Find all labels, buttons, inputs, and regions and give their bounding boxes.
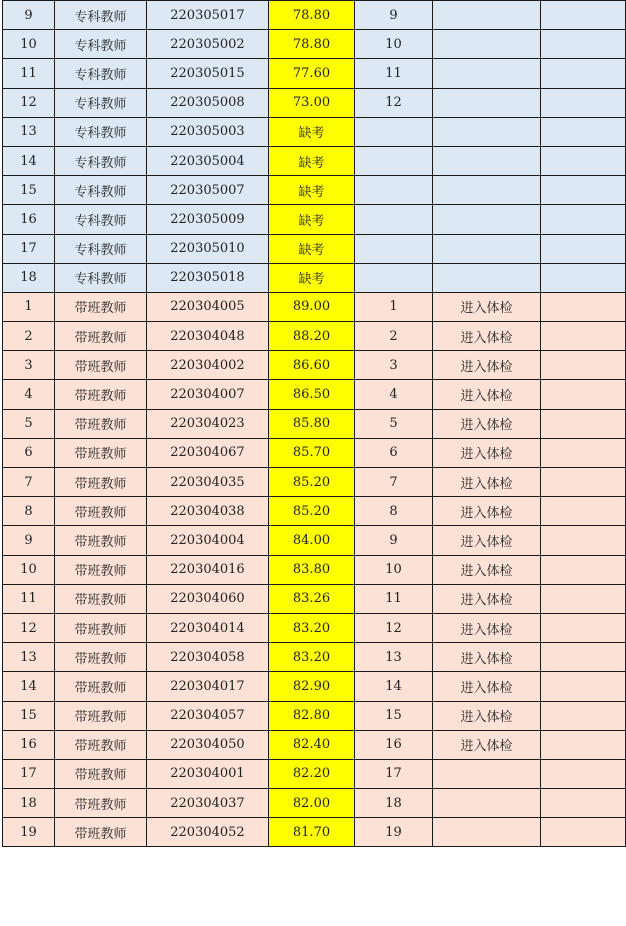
cell-blank (541, 205, 626, 234)
table-row (3, 117, 626, 146)
table-row (3, 30, 626, 59)
table-row (3, 88, 626, 117)
cell-exam-id: 220304052 (147, 818, 269, 847)
cell-exam-id: 220305017 (147, 1, 269, 30)
cell-serial-number: 2 (3, 322, 55, 351)
table-row (3, 584, 626, 613)
cell-remark: 进入体检 (433, 701, 541, 730)
cell-blank (541, 730, 626, 759)
cell-score: 84.00 (269, 526, 355, 555)
cell-remark: 进入体检 (433, 468, 541, 497)
cell-serial-number: 18 (3, 263, 55, 292)
table-row (3, 701, 626, 730)
cell-blank (541, 88, 626, 117)
cell-remark (433, 789, 541, 818)
cell-serial-number: 14 (3, 146, 55, 175)
cell-position: 专科教师 (55, 176, 147, 205)
cell-position: 带班教师 (55, 497, 147, 526)
cell-serial-number: 9 (3, 1, 55, 30)
cell-remark: 进入体检 (433, 351, 541, 380)
cell-blank (541, 59, 626, 88)
table-row (3, 1, 626, 30)
cell-blank (541, 497, 626, 526)
cell-remark (433, 759, 541, 788)
cell-serial-number: 9 (3, 526, 55, 555)
cell-blank (541, 292, 626, 321)
cell-remark (433, 263, 541, 292)
cell-score: 78.80 (269, 1, 355, 30)
table-row (3, 555, 626, 584)
cell-remark: 进入体检 (433, 497, 541, 526)
table-row (3, 234, 626, 263)
cell-rank: 6 (355, 438, 433, 467)
cell-exam-id: 220305008 (147, 88, 269, 117)
cell-exam-id: 220304060 (147, 584, 269, 613)
cell-position: 带班教师 (55, 351, 147, 380)
cell-blank (541, 146, 626, 175)
cell-remark (433, 818, 541, 847)
cell-remark: 进入体检 (433, 322, 541, 351)
cell-score: 82.00 (269, 789, 355, 818)
cell-blank (541, 468, 626, 497)
cell-exam-id: 220304001 (147, 759, 269, 788)
cell-exam-id: 220304023 (147, 409, 269, 438)
cell-rank: 9 (355, 526, 433, 555)
cell-serial-number: 15 (3, 701, 55, 730)
table-row (3, 292, 626, 321)
cell-blank (541, 526, 626, 555)
cell-serial-number: 19 (3, 818, 55, 847)
cell-serial-number: 17 (3, 234, 55, 263)
cell-remark (433, 59, 541, 88)
cell-rank: 18 (355, 789, 433, 818)
table-row (3, 643, 626, 672)
cell-rank (355, 205, 433, 234)
cell-rank: 10 (355, 30, 433, 59)
cell-blank (541, 380, 626, 409)
table-row (3, 146, 626, 175)
table-row (3, 59, 626, 88)
cell-position: 带班教师 (55, 701, 147, 730)
cell-exam-id: 220304050 (147, 730, 269, 759)
cell-exam-id: 220304016 (147, 555, 269, 584)
cell-position: 带班教师 (55, 438, 147, 467)
cell-position: 专科教师 (55, 263, 147, 292)
cell-exam-id: 220305009 (147, 205, 269, 234)
cell-exam-id: 220304004 (147, 526, 269, 555)
cell-rank: 12 (355, 88, 433, 117)
cell-remark: 进入体检 (433, 555, 541, 584)
cell-rank: 2 (355, 322, 433, 351)
cell-position: 带班教师 (55, 643, 147, 672)
cell-serial-number: 8 (3, 497, 55, 526)
cell-score: 缺考 (269, 117, 355, 146)
cell-remark (433, 234, 541, 263)
cell-exam-id: 220304037 (147, 789, 269, 818)
cell-rank: 4 (355, 380, 433, 409)
cell-serial-number: 16 (3, 205, 55, 234)
cell-exam-id: 220304002 (147, 351, 269, 380)
cell-remark: 进入体检 (433, 613, 541, 642)
cell-blank (541, 176, 626, 205)
cell-position: 带班教师 (55, 584, 147, 613)
table-row (3, 789, 626, 818)
cell-remark: 进入体检 (433, 292, 541, 321)
cell-exam-id: 220304067 (147, 438, 269, 467)
cell-serial-number: 13 (3, 117, 55, 146)
cell-position: 专科教师 (55, 30, 147, 59)
cell-serial-number: 11 (3, 584, 55, 613)
cell-position: 专科教师 (55, 234, 147, 263)
cell-exam-id: 220304014 (147, 613, 269, 642)
cell-rank (355, 146, 433, 175)
cell-score: 缺考 (269, 205, 355, 234)
table-row (3, 351, 626, 380)
cell-position: 带班教师 (55, 292, 147, 321)
cell-position: 带班教师 (55, 730, 147, 759)
cell-score: 缺考 (269, 234, 355, 263)
cell-position: 带班教师 (55, 526, 147, 555)
cell-position: 专科教师 (55, 205, 147, 234)
cell-blank (541, 672, 626, 701)
cell-rank: 9 (355, 1, 433, 30)
cell-rank: 17 (355, 759, 433, 788)
cell-score: 85.70 (269, 438, 355, 467)
cell-blank (541, 789, 626, 818)
cell-serial-number: 12 (3, 613, 55, 642)
cell-serial-number: 10 (3, 30, 55, 59)
cell-score: 89.00 (269, 292, 355, 321)
cell-remark (433, 176, 541, 205)
cell-serial-number: 13 (3, 643, 55, 672)
table-row (3, 322, 626, 351)
table-row (3, 672, 626, 701)
cell-score: 78.80 (269, 30, 355, 59)
cell-blank (541, 263, 626, 292)
results-table (2, 0, 626, 847)
cell-blank (541, 234, 626, 263)
cell-score: 缺考 (269, 146, 355, 175)
cell-remark: 进入体检 (433, 438, 541, 467)
cell-blank (541, 409, 626, 438)
cell-rank: 13 (355, 643, 433, 672)
cell-exam-id: 220305004 (147, 146, 269, 175)
cell-rank (355, 176, 433, 205)
cell-rank: 10 (355, 555, 433, 584)
cell-score: 77.60 (269, 59, 355, 88)
cell-remark: 进入体检 (433, 730, 541, 759)
cell-position: 专科教师 (55, 59, 147, 88)
cell-rank: 3 (355, 351, 433, 380)
cell-rank: 12 (355, 613, 433, 642)
cell-blank (541, 322, 626, 351)
cell-score: 83.20 (269, 643, 355, 672)
cell-exam-id: 220304017 (147, 672, 269, 701)
cell-score: 缺考 (269, 176, 355, 205)
cell-score: 88.20 (269, 322, 355, 351)
cell-position: 带班教师 (55, 759, 147, 788)
cell-score: 82.80 (269, 701, 355, 730)
cell-position: 带班教师 (55, 409, 147, 438)
table-row (3, 205, 626, 234)
cell-serial-number: 10 (3, 555, 55, 584)
cell-blank (541, 701, 626, 730)
cell-remark: 进入体检 (433, 380, 541, 409)
cell-position: 带班教师 (55, 555, 147, 584)
cell-position: 带班教师 (55, 468, 147, 497)
cell-score: 缺考 (269, 263, 355, 292)
table-row (3, 613, 626, 642)
cell-score: 82.40 (269, 730, 355, 759)
cell-score: 85.20 (269, 468, 355, 497)
cell-score: 82.90 (269, 672, 355, 701)
cell-blank (541, 613, 626, 642)
cell-serial-number: 6 (3, 438, 55, 467)
cell-remark: 进入体检 (433, 643, 541, 672)
cell-score: 73.00 (269, 88, 355, 117)
cell-remark (433, 205, 541, 234)
table-row (3, 409, 626, 438)
cell-blank (541, 1, 626, 30)
cell-serial-number: 7 (3, 468, 55, 497)
table-row (3, 497, 626, 526)
cell-blank (541, 438, 626, 467)
cell-score: 83.26 (269, 584, 355, 613)
cell-position: 专科教师 (55, 117, 147, 146)
cell-remark (433, 88, 541, 117)
cell-rank (355, 117, 433, 146)
cell-rank: 1 (355, 292, 433, 321)
cell-exam-id: 220305002 (147, 30, 269, 59)
cell-rank: 11 (355, 584, 433, 613)
cell-rank: 7 (355, 468, 433, 497)
cell-position: 带班教师 (55, 818, 147, 847)
table-row (3, 438, 626, 467)
cell-exam-id: 220304035 (147, 468, 269, 497)
cell-position: 专科教师 (55, 146, 147, 175)
table-row (3, 263, 626, 292)
cell-serial-number: 3 (3, 351, 55, 380)
cell-remark: 进入体检 (433, 584, 541, 613)
cell-position: 带班教师 (55, 613, 147, 642)
cell-serial-number: 17 (3, 759, 55, 788)
cell-exam-id: 220304057 (147, 701, 269, 730)
cell-rank: 5 (355, 409, 433, 438)
cell-exam-id: 220305018 (147, 263, 269, 292)
cell-exam-id: 220305015 (147, 59, 269, 88)
cell-exam-id: 220305007 (147, 176, 269, 205)
results-table-body (3, 1, 626, 847)
cell-rank: 8 (355, 497, 433, 526)
cell-blank (541, 584, 626, 613)
table-row (3, 818, 626, 847)
cell-serial-number: 14 (3, 672, 55, 701)
cell-rank (355, 263, 433, 292)
cell-remark (433, 1, 541, 30)
table-row (3, 759, 626, 788)
cell-position: 带班教师 (55, 322, 147, 351)
cell-exam-id: 220304058 (147, 643, 269, 672)
cell-blank (541, 351, 626, 380)
cell-remark: 进入体检 (433, 526, 541, 555)
cell-score: 86.50 (269, 380, 355, 409)
cell-exam-id: 220304007 (147, 380, 269, 409)
cell-blank (541, 30, 626, 59)
cell-position: 带班教师 (55, 380, 147, 409)
cell-rank: 19 (355, 818, 433, 847)
cell-serial-number: 12 (3, 88, 55, 117)
cell-serial-number: 1 (3, 292, 55, 321)
cell-position: 带班教师 (55, 789, 147, 818)
cell-position: 专科教师 (55, 88, 147, 117)
cell-serial-number: 16 (3, 730, 55, 759)
cell-serial-number: 4 (3, 380, 55, 409)
cell-rank: 15 (355, 701, 433, 730)
cell-serial-number: 5 (3, 409, 55, 438)
cell-rank: 16 (355, 730, 433, 759)
cell-blank (541, 555, 626, 584)
cell-exam-id: 220305003 (147, 117, 269, 146)
table-row (3, 526, 626, 555)
cell-exam-id: 220304005 (147, 292, 269, 321)
cell-serial-number: 11 (3, 59, 55, 88)
cell-blank (541, 818, 626, 847)
cell-rank: 14 (355, 672, 433, 701)
cell-remark: 进入体检 (433, 672, 541, 701)
cell-score: 83.80 (269, 555, 355, 584)
cell-score: 81.70 (269, 818, 355, 847)
cell-remark: 进入体检 (433, 409, 541, 438)
cell-blank (541, 117, 626, 146)
cell-score: 85.80 (269, 409, 355, 438)
cell-rank: 11 (355, 59, 433, 88)
cell-score: 86.60 (269, 351, 355, 380)
cell-remark (433, 117, 541, 146)
cell-score: 85.20 (269, 497, 355, 526)
table-row (3, 730, 626, 759)
cell-remark (433, 30, 541, 59)
cell-rank (355, 234, 433, 263)
table-row (3, 380, 626, 409)
cell-serial-number: 15 (3, 176, 55, 205)
cell-exam-id: 220305010 (147, 234, 269, 263)
cell-score: 82.20 (269, 759, 355, 788)
cell-blank (541, 643, 626, 672)
cell-position: 带班教师 (55, 672, 147, 701)
cell-exam-id: 220304048 (147, 322, 269, 351)
cell-score: 83.20 (269, 613, 355, 642)
table-row (3, 468, 626, 497)
table-row (3, 176, 626, 205)
cell-exam-id: 220304038 (147, 497, 269, 526)
cell-remark (433, 146, 541, 175)
cell-blank (541, 759, 626, 788)
cell-position: 专科教师 (55, 1, 147, 30)
cell-serial-number: 18 (3, 789, 55, 818)
